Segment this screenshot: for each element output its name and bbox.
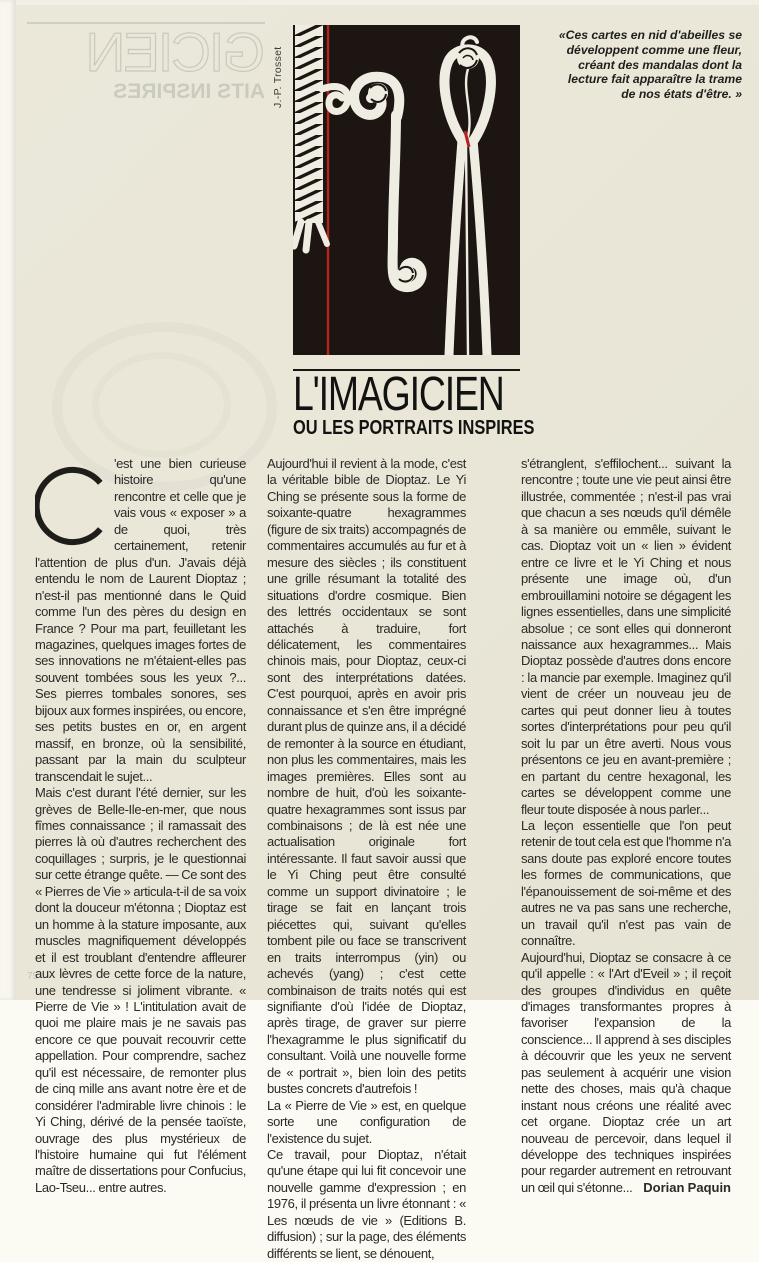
body-paragraph: La leçon essentielle que l'on peut retenir de tout cela est que l'homme n'a sans doute pas exploré encore toutes les formes de communications, que l'épanouissement de soi-même et des autres ne va pas sans une recherche, un travail qu'il n'est pas vain de connaître.: [521, 817, 732, 949]
paragraph-text: 'est une bien curieuse histoire qu'une rencontre et celle que je vais vous « exposer » a de quoi, très certainement, retenir l'attention de plus d'un. J'avais déjà entendu le nom de Laurent Dioptaz ; n'est-il pas mentionné dans le Quid comme l'un des pères du design en France ? Pour ma part, feuilletant les magazines, quelques images fortes de ses innovations ne m'étaient-elles pas souvent tombées sous les yeux ?... Ses pierres tombales sonores, ses bijoux aux formes inspirées, ou encore, ses petits bustes en or, en argent massif, en bronze, où la sensibilité, passant par la main du sculpteur transcendait le sujet...: [35, 456, 246, 784]
s-knot-bottom: [397, 265, 415, 283]
page-left-edge: [0, 0, 16, 1000]
showthrough-ring-inner: [92, 352, 231, 458]
pull-quote: «Ces cartes en nid d'abeilles se développent comme une fleur, créant des mandalas dont la lecture fait apparaître la trame de nos états d'être. »: [558, 28, 742, 102]
body-column-1: [35, 456, 246, 1196]
body-paragraph: [521, 950, 731, 1197]
ghost-title-main: GICIEN: [87, 21, 265, 83]
article-title-block: [293, 369, 533, 438]
dropcap-c: [35, 458, 109, 554]
body-paragraph: [35, 456, 246, 785]
body-paragraph: s'étranglent, s'effilochent... suivant la rencontre ; toute une vie peut ainsi être illustrée, commentée ; n'est-il pas vrai que chacun a ses nœuds qu'il démêle à sa manière ou emmêle, suivant le cas. Dioptaz voit un « lien » évident entre ce livre et le Yi Ching et nous présente une image où, d'un embrouillamini notoire se dégagent les lignes essentielles, dans une simplicité absolue ; ce sont elles qui donneront naissance aux hexagrammes... Mais Dioptaz possède d'autres dons encore : la mancie par exemple. Imaginez qu'il vient de créer un nouveau jeu de cartes qui peut donner lieu à toutes sortes d'interprétations pour peu qu'il soit lu par un être averti. Nous vous présentons ce jeu en avant-première ; en partant du centre hexagonal, les cartes se développent comme une fleur toute disposée à nous parler...: [521, 456, 731, 817]
body-paragraph: La « Pierre de Vie » est, en quelque sorte une configuration de l'existence du sujet.: [267, 1097, 466, 1146]
ghost-title-showthrough: [20, 22, 265, 104]
body-column-3: [521, 456, 731, 1196]
byline: Dorian Paquin: [643, 1179, 731, 1195]
body-paragraph: Ce travail, pour Dioptaz, n'était qu'une étape qui lui fit concevoir une nouvelle gamme d'expression ; en 1976, il présenta un livre étonnant : « Les nœuds de vie » (Editions B. diffusion) ; sur la page, des éléments différents se lient, se dénouent,: [267, 1147, 466, 1261]
ghost-title-sub: AITS INSPIRES: [113, 80, 265, 104]
page-number: 75: [27, 971, 39, 982]
paragraph-text: Aujourd'hui, Dioptaz se consacre à ce qu'il appelle : « l'Art d'Eveil » ; il reçoit des groupes d'individus en quête d'images transformantes propres à favoriser l'expansion de la conscience... Il apprend à ses disciples à découvrir que les yeux ne servent pas seulement à acquérir une vision nette des choses, mais qu'à chaque instant nous créons une réalité avec cet organe. Dioptaz crée un art nouveau de percevoir, dans lequel il développe des techniques inspirées pour regarder autrement en retrouvant un œil qui s'étonne...: [521, 949, 731, 1195]
body-paragraph: Aujourd'hui il revient à la mode, c'est la véritable bible de Dioptaz. Le Yi Ching se présente sous la forme de soixante-quatre hexagrammes (figure de six traits) accompagnés de commentaires accumulés au fur et à mesure des siècles ; ils constituent une grille résumant la totalité des situations d'ordre cosmique. Bien des lettrés occidentaux se sont attachés à traduire, fort délicatement, les commentaires chinois mais, pour Dioptaz, ceux-ci sont des interprétations datées. C'est pourquoi, après en avoir pris connaissance et s'en être imprégné durant plus de quinze ans, il a décidé de remonter à la source en étudiant, non plus les commentaires, mais les images premières. Elles sont au nombre de huit, d'où les soixante-quatre hexagrammes sont issus par combinaisons ; de là est née une actualisation originale fort intéressante. Il faut savoir aussi que le Yi Ching peut être consulté comme un support divinatoire ; le tirage se fait en lançant trois piécettes qui, suivant qu'elles tombent pile ou face se transcrivent en traits interrompus (yin) ou achevés (yang) ; c'est cette combinaison de traits notés qui est signifiante d'où l'idée de Dioptaz, après tirage, de graver sur pierre l'hexagramme le plus significatif du consultant. Voilà une nouvelle forme de « portrait », bien loin des petits bustes concrets d'autrefois !: [267, 456, 466, 1097]
s-knot-top: [368, 83, 388, 103]
loop-knot: [457, 47, 479, 69]
article-title: L'IMAGICIEN: [293, 368, 504, 421]
article-subtitle: OU LES PORTRAITS INSPIRES: [293, 417, 535, 439]
twisted-rope: [294, 25, 327, 250]
body-paragraph: Mais c'est durant l'été dernier, sur les grèves de Belle-Ile-en-mer, que nous fîmes connaissance ; il ramassait des pierres là où d'autres recherchent des coquillages ; surpris, je le questionnai sur cette étrange quête. — Ce sont des « Pierres de Vie » articula-t-il de sa voix dont la douceur m'étonna ; Dioptaz est un homme à la stature imposante, aux muscles magnifiquement développés et il est troublant d'entendre affleurer aux lèvres de cette force de la nature, une tendresse si joliment vibrante. « Pierre de Vie » ! L'intitulation avait de quoi me plaire mais je ne savais pas encore ce que pouvait recouvrir cette appellation. Pour comprendre, sachez qu'il est nécessaire, de remonter plus de cinq mille ans avant notre ère et de considérer l'admirable livre chinois : le Yi Ching, dérivé de la pensée taoïste, ouvrage des plus mystérieux de l'histoire humaine qui fut l'élément maître de dissertations pour Confucius, Lao-Tseu... entre autres.: [35, 785, 246, 1195]
photo-credit: J.-P. Trosset: [272, 46, 284, 108]
page-top-edge: [16, 0, 759, 5]
body-column-2: [267, 456, 466, 1262]
knot-illustration: [293, 25, 520, 355]
